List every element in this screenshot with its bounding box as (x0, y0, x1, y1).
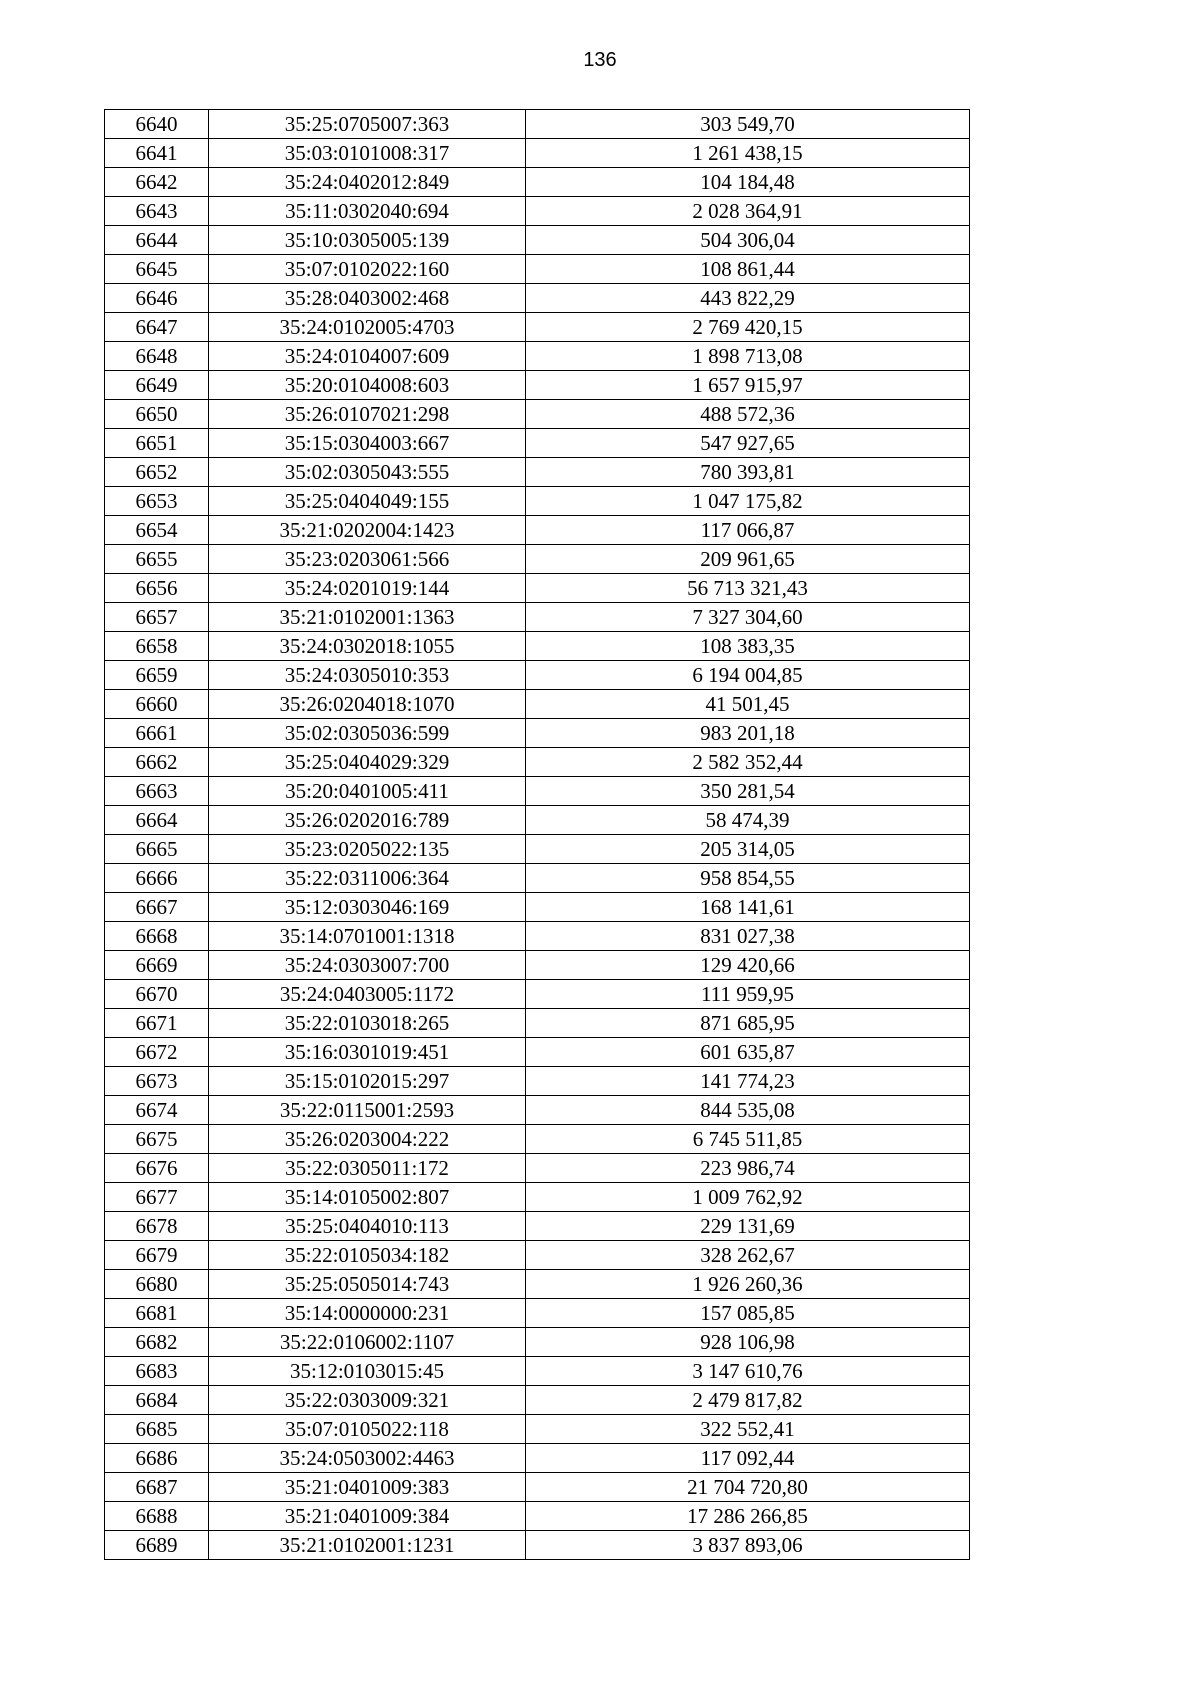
row-number-cell: 6640 (105, 110, 209, 139)
table-row (105, 1154, 970, 1183)
cadastral-value-cell: 322 552,41 (526, 1415, 970, 1444)
cadastral-number-cell: 35:25:0705007:363 (209, 110, 526, 139)
cadastral-number-cell: 35:24:0403005:1172 (209, 980, 526, 1009)
cadastral-number-cell: 35:21:0102001:1363 (209, 603, 526, 632)
cadastral-number-cell: 35:25:0505014:743 (209, 1270, 526, 1299)
table-row (105, 1038, 970, 1067)
cadastral-value-cell: 601 635,87 (526, 1038, 970, 1067)
row-number-cell: 6684 (105, 1386, 209, 1415)
cadastral-value-cell: 844 535,08 (526, 1096, 970, 1125)
table-row (105, 1212, 970, 1241)
table-row (105, 1067, 970, 1096)
table-row (105, 1270, 970, 1299)
cadastral-number-cell: 35:14:0701001:1318 (209, 922, 526, 951)
cadastral-value-cell: 3 837 893,06 (526, 1531, 970, 1560)
table-row (105, 632, 970, 661)
cadastral-number-cell: 35:14:0105002:807 (209, 1183, 526, 1212)
cadastral-number-cell: 35:12:0103015:45 (209, 1357, 526, 1386)
cadastral-number-cell: 35:11:0302040:694 (209, 197, 526, 226)
cadastral-number-cell: 35:22:0106002:1107 (209, 1328, 526, 1357)
cadastral-value-cell: 56 713 321,43 (526, 574, 970, 603)
cadastral-value-cell: 58 474,39 (526, 806, 970, 835)
table-row (105, 429, 970, 458)
cadastral-number-cell: 35:25:0404049:155 (209, 487, 526, 516)
table-row (105, 748, 970, 777)
row-number-cell: 6665 (105, 835, 209, 864)
cadastral-value-cell: 303 549,70 (526, 110, 970, 139)
table-body (105, 110, 970, 1560)
cadastral-value-cell: 41 501,45 (526, 690, 970, 719)
row-number-cell: 6656 (105, 574, 209, 603)
table-row (105, 1125, 970, 1154)
cadastral-number-cell: 35:10:0305005:139 (209, 226, 526, 255)
cadastral-value-cell: 2 028 364,91 (526, 197, 970, 226)
table-row (105, 1473, 970, 1502)
cadastral-number-cell: 35:24:0503002:4463 (209, 1444, 526, 1473)
row-number-cell: 6686 (105, 1444, 209, 1473)
row-number-cell: 6675 (105, 1125, 209, 1154)
cadastral-value-cell: 2 479 817,82 (526, 1386, 970, 1415)
cadastral-number-cell: 35:23:0205022:135 (209, 835, 526, 864)
cadastral-value-cell: 205 314,05 (526, 835, 970, 864)
table-row (105, 574, 970, 603)
row-number-cell: 6641 (105, 139, 209, 168)
table-row (105, 893, 970, 922)
cadastral-value-cell: 129 420,66 (526, 951, 970, 980)
table-row (105, 110, 970, 139)
row-number-cell: 6678 (105, 1212, 209, 1241)
table-row (105, 255, 970, 284)
row-number-cell: 6666 (105, 864, 209, 893)
row-number-cell: 6652 (105, 458, 209, 487)
cadastral-number-cell: 35:24:0201019:144 (209, 574, 526, 603)
cadastral-number-cell: 35:25:0404010:113 (209, 1212, 526, 1241)
cadastral-number-cell: 35:15:0102015:297 (209, 1067, 526, 1096)
table-row (105, 197, 970, 226)
cadastral-value-cell: 928 106,98 (526, 1328, 970, 1357)
row-number-cell: 6660 (105, 690, 209, 719)
cadastral-value-cell: 229 131,69 (526, 1212, 970, 1241)
cadastral-value-cell: 871 685,95 (526, 1009, 970, 1038)
table-row (105, 980, 970, 1009)
cadastral-value-cell: 3 147 610,76 (526, 1357, 970, 1386)
cadastral-number-cell: 35:20:0401005:411 (209, 777, 526, 806)
cadastral-value-cell: 1 009 762,92 (526, 1183, 970, 1212)
row-number-cell: 6662 (105, 748, 209, 777)
cadastral-number-cell: 35:22:0311006:364 (209, 864, 526, 893)
table-row (105, 139, 970, 168)
cadastral-value-cell: 780 393,81 (526, 458, 970, 487)
cadastral-value-cell: 1 926 260,36 (526, 1270, 970, 1299)
row-number-cell: 6671 (105, 1009, 209, 1038)
table-row (105, 1096, 970, 1125)
cadastral-number-cell: 35:22:0115001:2593 (209, 1096, 526, 1125)
cadastral-value-cell: 7 327 304,60 (526, 603, 970, 632)
table-row (105, 545, 970, 574)
cadastral-number-cell: 35:20:0104008:603 (209, 371, 526, 400)
row-number-cell: 6667 (105, 893, 209, 922)
table-row (105, 1183, 970, 1212)
row-number-cell: 6680 (105, 1270, 209, 1299)
cadastral-number-cell: 35:24:0305010:353 (209, 661, 526, 690)
page-number: 136 (583, 49, 617, 71)
cadastral-number-cell: 35:24:0104007:609 (209, 342, 526, 371)
row-number-cell: 6683 (105, 1357, 209, 1386)
row-number-cell: 6655 (105, 545, 209, 574)
table-row (105, 516, 970, 545)
table-row (105, 1531, 970, 1560)
table-row (105, 313, 970, 342)
row-number-cell: 6685 (105, 1415, 209, 1444)
table-row (105, 835, 970, 864)
table-row (105, 864, 970, 893)
cadastral-number-cell: 35:26:0202016:789 (209, 806, 526, 835)
cadastral-number-cell: 35:25:0404029:329 (209, 748, 526, 777)
row-number-cell: 6650 (105, 400, 209, 429)
row-number-cell: 6670 (105, 980, 209, 1009)
cadastral-number-cell: 35:21:0401009:383 (209, 1473, 526, 1502)
row-number-cell: 6645 (105, 255, 209, 284)
table-row (105, 603, 970, 632)
row-number-cell: 6661 (105, 719, 209, 748)
row-number-cell: 6687 (105, 1473, 209, 1502)
table-row (105, 458, 970, 487)
cadastral-value-cell: 983 201,18 (526, 719, 970, 748)
cadastral-value-cell: 831 027,38 (526, 922, 970, 951)
cadastral-value-cell: 350 281,54 (526, 777, 970, 806)
row-number-cell: 6682 (105, 1328, 209, 1357)
cadastral-value-cell: 1 657 915,97 (526, 371, 970, 400)
table-row (105, 342, 970, 371)
cadastral-number-cell: 35:21:0401009:384 (209, 1502, 526, 1531)
cadastral-value-cell: 223 986,74 (526, 1154, 970, 1183)
table-row (105, 1328, 970, 1357)
table-row (105, 1502, 970, 1531)
cadastral-number-cell: 35:21:0202004:1423 (209, 516, 526, 545)
cadastral-number-cell: 35:02:0305043:555 (209, 458, 526, 487)
cadastral-value-cell: 104 184,48 (526, 168, 970, 197)
table-row (105, 1241, 970, 1270)
row-number-cell: 6648 (105, 342, 209, 371)
row-number-cell: 6644 (105, 226, 209, 255)
row-number-cell: 6668 (105, 922, 209, 951)
row-number-cell: 6689 (105, 1531, 209, 1560)
cadastral-number-cell: 35:15:0304003:667 (209, 429, 526, 458)
cadastral-number-cell: 35:07:0102022:160 (209, 255, 526, 284)
table-row (105, 951, 970, 980)
table-row (105, 226, 970, 255)
cadastral-value-cell: 488 572,36 (526, 400, 970, 429)
table-row (105, 168, 970, 197)
row-number-cell: 6649 (105, 371, 209, 400)
table-row (105, 284, 970, 313)
cadastral-number-cell: 35:24:0402012:849 (209, 168, 526, 197)
cadastral-value-cell: 209 961,65 (526, 545, 970, 574)
row-number-cell: 6653 (105, 487, 209, 516)
cadastral-value-cell: 547 927,65 (526, 429, 970, 458)
cadastral-value-cell: 117 066,87 (526, 516, 970, 545)
row-number-cell: 6642 (105, 168, 209, 197)
row-number-cell: 6654 (105, 516, 209, 545)
table-row (105, 1009, 970, 1038)
table-row (105, 400, 970, 429)
cadastral-value-cell: 108 861,44 (526, 255, 970, 284)
cadastral-value-cell: 168 141,61 (526, 893, 970, 922)
cadastral-number-cell: 35:12:0303046:169 (209, 893, 526, 922)
cadastral-value-cell: 6 745 511,85 (526, 1125, 970, 1154)
cadastral-value-cell: 141 774,23 (526, 1067, 970, 1096)
cadastral-number-cell: 35:26:0204018:1070 (209, 690, 526, 719)
row-number-cell: 6657 (105, 603, 209, 632)
row-number-cell: 6647 (105, 313, 209, 342)
table-row (105, 1444, 970, 1473)
table-row (105, 777, 970, 806)
table-row (105, 806, 970, 835)
cadastral-value-cell: 21 704 720,80 (526, 1473, 970, 1502)
row-number-cell: 6676 (105, 1154, 209, 1183)
cadastral-number-cell: 35:22:0105034:182 (209, 1241, 526, 1270)
row-number-cell: 6672 (105, 1038, 209, 1067)
table-row (105, 661, 970, 690)
cadastral-value-cell: 117 092,44 (526, 1444, 970, 1473)
cadastral-number-cell: 35:22:0103018:265 (209, 1009, 526, 1038)
row-number-cell: 6688 (105, 1502, 209, 1531)
cadastral-value-cell: 2 582 352,44 (526, 748, 970, 777)
table-row (105, 690, 970, 719)
row-number-cell: 6651 (105, 429, 209, 458)
table-row (105, 1386, 970, 1415)
cadastral-value-cell: 328 262,67 (526, 1241, 970, 1270)
cadastral-value-cell: 1 898 713,08 (526, 342, 970, 371)
cadastral-number-cell: 35:24:0303007:700 (209, 951, 526, 980)
cadastral-value-table (104, 109, 970, 1560)
cadastral-value-cell: 1 047 175,82 (526, 487, 970, 516)
cadastral-value-cell: 6 194 004,85 (526, 661, 970, 690)
row-number-cell: 6679 (105, 1241, 209, 1270)
cadastral-number-cell: 35:22:0303009:321 (209, 1386, 526, 1415)
table-row (105, 371, 970, 400)
table-row (105, 1415, 970, 1444)
cadastral-value-cell: 2 769 420,15 (526, 313, 970, 342)
cadastral-value-cell: 958 854,55 (526, 864, 970, 893)
cadastral-number-cell: 35:24:0302018:1055 (209, 632, 526, 661)
cadastral-number-cell: 35:28:0403002:468 (209, 284, 526, 313)
cadastral-number-cell: 35:21:0102001:1231 (209, 1531, 526, 1560)
table-row (105, 1299, 970, 1328)
cadastral-number-cell: 35:24:0102005:4703 (209, 313, 526, 342)
table-row (105, 922, 970, 951)
cadastral-number-cell: 35:26:0203004:222 (209, 1125, 526, 1154)
row-number-cell: 6664 (105, 806, 209, 835)
row-number-cell: 6663 (105, 777, 209, 806)
row-number-cell: 6659 (105, 661, 209, 690)
table-row (105, 1357, 970, 1386)
cadastral-number-cell: 35:26:0107021:298 (209, 400, 526, 429)
row-number-cell: 6677 (105, 1183, 209, 1212)
cadastral-number-cell: 35:02:0305036:599 (209, 719, 526, 748)
cadastral-value-cell: 17 286 266,85 (526, 1502, 970, 1531)
cadastral-value-cell: 108 383,35 (526, 632, 970, 661)
row-number-cell: 6681 (105, 1299, 209, 1328)
cadastral-value-cell: 504 306,04 (526, 226, 970, 255)
cadastral-number-cell: 35:07:0105022:118 (209, 1415, 526, 1444)
row-number-cell: 6646 (105, 284, 209, 313)
row-number-cell: 6673 (105, 1067, 209, 1096)
cadastral-number-cell: 35:03:0101008:317 (209, 139, 526, 168)
cadastral-value-cell: 1 261 438,15 (526, 139, 970, 168)
cadastral-number-cell: 35:16:0301019:451 (209, 1038, 526, 1067)
cadastral-number-cell: 35:23:0203061:566 (209, 545, 526, 574)
cadastral-value-cell: 157 085,85 (526, 1299, 970, 1328)
row-number-cell: 6658 (105, 632, 209, 661)
row-number-cell: 6643 (105, 197, 209, 226)
table-row (105, 487, 970, 516)
cadastral-value-cell: 111 959,95 (526, 980, 970, 1009)
table-row (105, 719, 970, 748)
row-number-cell: 6669 (105, 951, 209, 980)
row-number-cell: 6674 (105, 1096, 209, 1125)
cadastral-value-cell: 443 822,29 (526, 284, 970, 313)
cadastral-number-cell: 35:22:0305011:172 (209, 1154, 526, 1183)
cadastral-number-cell: 35:14:0000000:231 (209, 1299, 526, 1328)
